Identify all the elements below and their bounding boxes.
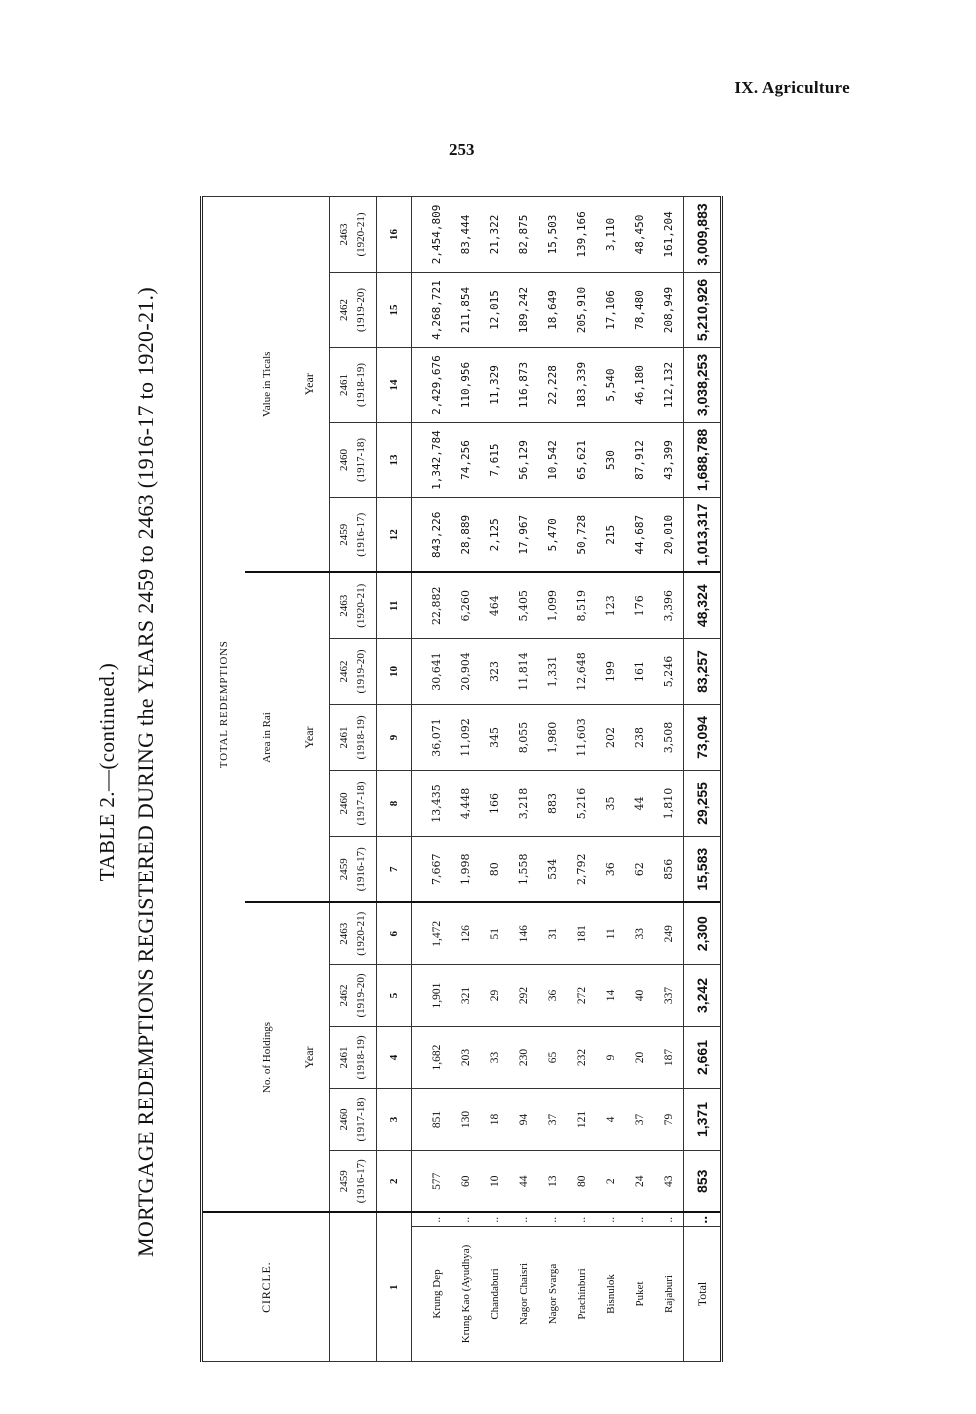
holdings-cell: 232 — [567, 1027, 596, 1089]
area-cell: 11,603 — [567, 705, 596, 771]
leader-dots: .. — [596, 1213, 625, 1227]
value-year-header: Year — [289, 196, 330, 572]
area-cell: 161 — [625, 639, 654, 705]
year-be: 2462 — [338, 984, 350, 1007]
value-cell: 110,956 — [451, 348, 480, 423]
circle-name: Nagor Chaisri — [509, 1227, 538, 1362]
holdings-cell: 51 — [480, 903, 509, 965]
page-number: 253 — [449, 140, 475, 159]
column-number: 13 — [377, 423, 412, 498]
value-cell: 1,013,317 — [684, 498, 722, 573]
year-label — [330, 639, 377, 705]
value-cell: 5,540 — [596, 348, 625, 423]
value-cell: 1,342,784 — [412, 423, 452, 498]
area-cell: 13,435 — [412, 771, 452, 837]
circle-name: Prachinburi — [567, 1227, 596, 1362]
year-ad: (1917-18) — [355, 781, 367, 826]
year-be: 2463 — [338, 922, 350, 945]
holdings-cell: 33 — [480, 1027, 509, 1089]
year-be: 2461 — [338, 1046, 350, 1069]
value-cell: 7,615 — [480, 423, 509, 498]
value-cell: 4,268,721 — [412, 273, 452, 348]
year-label — [330, 1089, 377, 1151]
area-cell: 29,255 — [684, 771, 722, 837]
value-cell: 17,967 — [509, 498, 538, 573]
holdings-cell: 272 — [567, 965, 596, 1027]
holdings-cell: 187 — [654, 1027, 684, 1089]
year-be: 2463 — [338, 594, 350, 617]
column-number: 5 — [377, 965, 412, 1027]
year-label — [330, 837, 377, 903]
area-cell: 4,448 — [451, 771, 480, 837]
area-cell: 883 — [538, 771, 567, 837]
value-cell: 530 — [596, 423, 625, 498]
table-row — [596, 196, 625, 1361]
table-caption: TABLE 2.—(continued.) — [95, 662, 119, 882]
area-cell: 3,218 — [509, 771, 538, 837]
value-cell: 5,470 — [538, 498, 567, 573]
column-number: 14 — [377, 348, 412, 423]
area-cell: 73,094 — [684, 705, 722, 771]
holdings-cell: 40 — [625, 965, 654, 1027]
value-cell: 12,015 — [480, 273, 509, 348]
holdings-cell: 29 — [480, 965, 509, 1027]
value-header: Value in Ticals — [245, 196, 289, 572]
value-cell: 78,480 — [625, 273, 654, 348]
year-ad: (1919-20) — [355, 288, 367, 332]
year-be: 2459 — [338, 523, 350, 546]
area-header: Area in Rai — [245, 573, 289, 903]
table-row — [412, 196, 452, 1361]
circle-name: Krung Dep — [412, 1227, 452, 1362]
holdings-cell: 24 — [625, 1151, 654, 1213]
area-cell: 62 — [625, 837, 654, 903]
holdings-cell: 80 — [567, 1151, 596, 1213]
circle-name: Bisnulok — [596, 1227, 625, 1362]
value-cell: 3,038,253 — [684, 348, 722, 423]
holdings-cell: 44 — [509, 1151, 538, 1213]
table-row — [509, 196, 538, 1361]
value-cell: 843,226 — [412, 498, 452, 573]
table-row — [480, 196, 509, 1361]
year-label — [330, 1151, 377, 1213]
column-number: 8 — [377, 771, 412, 837]
table-row — [567, 196, 596, 1361]
value-cell: 17,106 — [596, 273, 625, 348]
column-number: 7 — [377, 837, 412, 903]
value-cell: 3,110 — [596, 196, 625, 272]
value-cell: 82,875 — [509, 196, 538, 272]
area-cell: 8,519 — [567, 573, 596, 639]
holdings-cell: 126 — [451, 903, 480, 965]
value-cell: 15,503 — [538, 196, 567, 272]
holdings-cell: 292 — [509, 965, 538, 1027]
leader-dots: .. — [412, 1213, 452, 1227]
year-ad: (1919-20) — [355, 649, 367, 694]
area-cell: 464 — [480, 573, 509, 639]
circle-name: Puket — [625, 1227, 654, 1362]
holdings-year-header: Year — [289, 903, 330, 1213]
area-cell: 83,257 — [684, 639, 722, 705]
area-cell: 176 — [625, 573, 654, 639]
area-cell: 20,904 — [451, 639, 480, 705]
holdings-cell: 851 — [412, 1089, 452, 1151]
table-row — [625, 196, 654, 1361]
holdings-cell: 11 — [596, 903, 625, 965]
leader-dots: .. — [654, 1213, 684, 1227]
leader-dots: .. — [684, 1213, 722, 1227]
year-ad: (1920-21) — [355, 583, 367, 628]
column-number: 11 — [377, 573, 412, 639]
rotated-table-block — [95, 182, 795, 1362]
area-cell: 345 — [480, 705, 509, 771]
table-title: MORTGAGE REDEMPTIONS REGISTERED DURING the YEARS 2459 to 2463 (1916-17 to 1920-21.) — [133, 287, 158, 1257]
holdings-cell: 1,371 — [684, 1089, 722, 1151]
circle-year-blank — [330, 1213, 377, 1362]
holdings-cell: 13 — [538, 1151, 567, 1213]
holdings-cell: 1,472 — [412, 903, 452, 965]
area-cell: 22,882 — [412, 573, 452, 639]
year-label — [330, 903, 377, 965]
value-cell: 3,009,883 — [684, 196, 722, 272]
value-cell: 2,454,809 — [412, 196, 452, 272]
holdings-cell: 10 — [480, 1151, 509, 1213]
value-cell: 83,444 — [451, 196, 480, 272]
area-cell: 5,216 — [567, 771, 596, 837]
area-cell: 202 — [596, 705, 625, 771]
circle-name: Total — [684, 1227, 722, 1362]
value-cell: 74,256 — [451, 423, 480, 498]
leader-dots: .. — [538, 1213, 567, 1227]
area-cell: 3,508 — [654, 705, 684, 771]
column-number: 16 — [377, 196, 412, 272]
holdings-cell: 20 — [625, 1027, 654, 1089]
holdings-header: No. of Holdings — [245, 903, 289, 1213]
value-cell: 56,129 — [509, 423, 538, 498]
value-cell: 44,687 — [625, 498, 654, 573]
area-cell: 3,396 — [654, 573, 684, 639]
leader-dots: .. — [567, 1213, 596, 1227]
holdings-cell: 1,901 — [412, 965, 452, 1027]
year-label — [330, 1027, 377, 1089]
holdings-cell: 9 — [596, 1027, 625, 1089]
holdings-cell: 2 — [596, 1151, 625, 1213]
area-cell: 199 — [596, 639, 625, 705]
area-cell: 80 — [480, 837, 509, 903]
area-year-header: Year — [289, 573, 330, 903]
year-label — [330, 705, 377, 771]
year-be: 2461 — [338, 726, 350, 749]
area-cell: 30,641 — [412, 639, 452, 705]
year-label — [330, 273, 377, 348]
year-be: 2459 — [338, 858, 350, 881]
value-cell: 20,010 — [654, 498, 684, 573]
circle-header: CIRCLE. — [202, 1213, 330, 1362]
year-ad: (1917-18) — [355, 438, 367, 482]
area-cell: 856 — [654, 837, 684, 903]
value-cell: 205,910 — [567, 273, 596, 348]
value-cell: 189,242 — [509, 273, 538, 348]
year-label — [330, 196, 377, 272]
holdings-cell: 853 — [684, 1151, 722, 1213]
area-cell: 36 — [596, 837, 625, 903]
circle-name: Rajaburi — [654, 1227, 684, 1362]
year-label — [330, 771, 377, 837]
year-labels-row — [330, 196, 377, 1361]
area-cell: 1,331 — [538, 639, 567, 705]
area-cell: 6,260 — [451, 573, 480, 639]
holdings-cell: 18 — [480, 1089, 509, 1151]
holdings-cell: 31 — [538, 903, 567, 965]
area-cell: 166 — [480, 771, 509, 837]
area-cell: 12,648 — [567, 639, 596, 705]
value-cell: 87,912 — [625, 423, 654, 498]
year-be: 2463 — [338, 223, 350, 246]
value-cell: 22,228 — [538, 348, 567, 423]
area-cell: 15,583 — [684, 837, 722, 903]
area-cell: 7,667 — [412, 837, 452, 903]
holdings-cell: 37 — [538, 1089, 567, 1151]
area-cell: 5,246 — [654, 639, 684, 705]
area-cell: 44 — [625, 771, 654, 837]
value-cell: 43,399 — [654, 423, 684, 498]
holdings-cell: 321 — [451, 965, 480, 1027]
holdings-cell: 14 — [596, 965, 625, 1027]
area-cell: 534 — [538, 837, 567, 903]
value-cell: 11,329 — [480, 348, 509, 423]
area-cell: 5,405 — [509, 573, 538, 639]
holdings-cell: 203 — [451, 1027, 480, 1089]
year-ad: (1917-18) — [355, 1097, 367, 1142]
value-cell: 48,450 — [625, 196, 654, 272]
year-be: 2460 — [338, 1108, 350, 1131]
area-cell: 1,558 — [509, 837, 538, 903]
holdings-cell: 146 — [509, 903, 538, 965]
year-ad: (1916-17) — [355, 1159, 367, 1204]
year-ad: (1920-21) — [355, 911, 367, 956]
area-cell: 36,071 — [412, 705, 452, 771]
circle-name: Krung Kao (Ayudhya) — [451, 1227, 480, 1362]
value-cell: 183,339 — [567, 348, 596, 423]
holdings-cell: 577 — [412, 1151, 452, 1213]
circle-name: Chandaburi — [480, 1227, 509, 1362]
holdings-cell: 181 — [567, 903, 596, 965]
holdings-cell: 36 — [538, 965, 567, 1027]
value-cell: 1,688,788 — [684, 423, 722, 498]
column-number: 15 — [377, 273, 412, 348]
leader-dots: .. — [625, 1213, 654, 1227]
holdings-cell: 2,661 — [684, 1027, 722, 1089]
holdings-cell: 1,682 — [412, 1027, 452, 1089]
year-ad: (1918-19) — [355, 363, 367, 407]
year-label — [330, 573, 377, 639]
value-cell: 5,210,926 — [684, 273, 722, 348]
area-cell: 323 — [480, 639, 509, 705]
mortgage-redemptions-table — [200, 196, 723, 1362]
holdings-cell: 94 — [509, 1089, 538, 1151]
column-numbers-row — [377, 196, 412, 1361]
holdings-cell: 4 — [596, 1089, 625, 1151]
table-row — [451, 196, 480, 1361]
column-number: 3 — [377, 1089, 412, 1151]
holdings-cell: 3,242 — [684, 965, 722, 1027]
column-number: 9 — [377, 705, 412, 771]
column-number: 12 — [377, 498, 412, 573]
holdings-cell: 33 — [625, 903, 654, 965]
value-cell: 161,204 — [654, 196, 684, 272]
value-cell: 50,728 — [567, 498, 596, 573]
leader-dots: .. — [451, 1213, 480, 1227]
value-cell: 215 — [596, 498, 625, 573]
column-number: 10 — [377, 639, 412, 705]
circle-name: Nagor Svarga — [538, 1227, 567, 1362]
holdings-cell: 37 — [625, 1089, 654, 1151]
column-number: 4 — [377, 1027, 412, 1089]
year-ad: (1918-19) — [355, 1035, 367, 1080]
year-be: 2462 — [338, 299, 350, 321]
column-number: 2 — [377, 1151, 412, 1213]
holdings-cell: 43 — [654, 1151, 684, 1213]
value-cell: 28,889 — [451, 498, 480, 573]
total-row — [684, 196, 722, 1361]
value-cell: 2,125 — [480, 498, 509, 573]
value-cell: 65,621 — [567, 423, 596, 498]
value-cell: 116,873 — [509, 348, 538, 423]
value-cell: 139,166 — [567, 196, 596, 272]
area-cell: 1,980 — [538, 705, 567, 771]
year-be: 2462 — [338, 660, 350, 683]
value-cell: 211,854 — [451, 273, 480, 348]
table-body — [412, 196, 722, 1361]
area-cell: 2,792 — [567, 837, 596, 903]
holdings-cell: 79 — [654, 1089, 684, 1151]
value-cell: 112,132 — [654, 348, 684, 423]
year-be: 2460 — [338, 792, 350, 815]
total-redemptions-header: TOTAL REDEMPTIONS — [202, 196, 246, 1212]
year-be: 2459 — [338, 1170, 350, 1193]
year-ad: (1918-19) — [355, 715, 367, 760]
year-ad: (1919-20) — [355, 973, 367, 1018]
year-label — [330, 423, 377, 498]
value-cell: 18,649 — [538, 273, 567, 348]
holdings-cell: 130 — [451, 1089, 480, 1151]
area-cell: 1,810 — [654, 771, 684, 837]
year-be: 2461 — [338, 374, 350, 396]
column-number: 6 — [377, 903, 412, 965]
holdings-cell: 337 — [654, 965, 684, 1027]
holdings-cell: 2,300 — [684, 903, 722, 965]
year-label — [330, 965, 377, 1027]
value-cell: 10,542 — [538, 423, 567, 498]
value-cell: 46,180 — [625, 348, 654, 423]
year-be: 2460 — [338, 449, 350, 471]
holdings-cell: 121 — [567, 1089, 596, 1151]
table-row — [538, 196, 567, 1361]
area-cell: 1,998 — [451, 837, 480, 903]
value-cell: 21,322 — [480, 196, 509, 272]
year-ad: (1916-17) — [355, 847, 367, 892]
area-cell: 238 — [625, 705, 654, 771]
area-cell: 11,814 — [509, 639, 538, 705]
holdings-cell: 230 — [509, 1027, 538, 1089]
holdings-cell: 249 — [654, 903, 684, 965]
area-cell: 8,055 — [509, 705, 538, 771]
year-label — [330, 348, 377, 423]
year-label — [330, 498, 377, 573]
leader-dots: .. — [509, 1213, 538, 1227]
year-ad: (1920-21) — [355, 212, 367, 257]
leader-dots: .. — [480, 1213, 509, 1227]
value-cell: 2,429,676 — [412, 348, 452, 423]
table-row — [654, 196, 684, 1361]
column-number: 1 — [377, 1213, 412, 1362]
area-cell: 1,099 — [538, 573, 567, 639]
holdings-cell: 60 — [451, 1151, 480, 1213]
area-cell: 123 — [596, 573, 625, 639]
section-header: IX. Agriculture — [734, 78, 850, 97]
area-cell: 11,092 — [451, 705, 480, 771]
holdings-cell: 65 — [538, 1027, 567, 1089]
year-ad: (1916-17) — [355, 512, 367, 557]
area-cell: 35 — [596, 771, 625, 837]
value-cell: 208,949 — [654, 273, 684, 348]
area-cell: 48,324 — [684, 573, 722, 639]
